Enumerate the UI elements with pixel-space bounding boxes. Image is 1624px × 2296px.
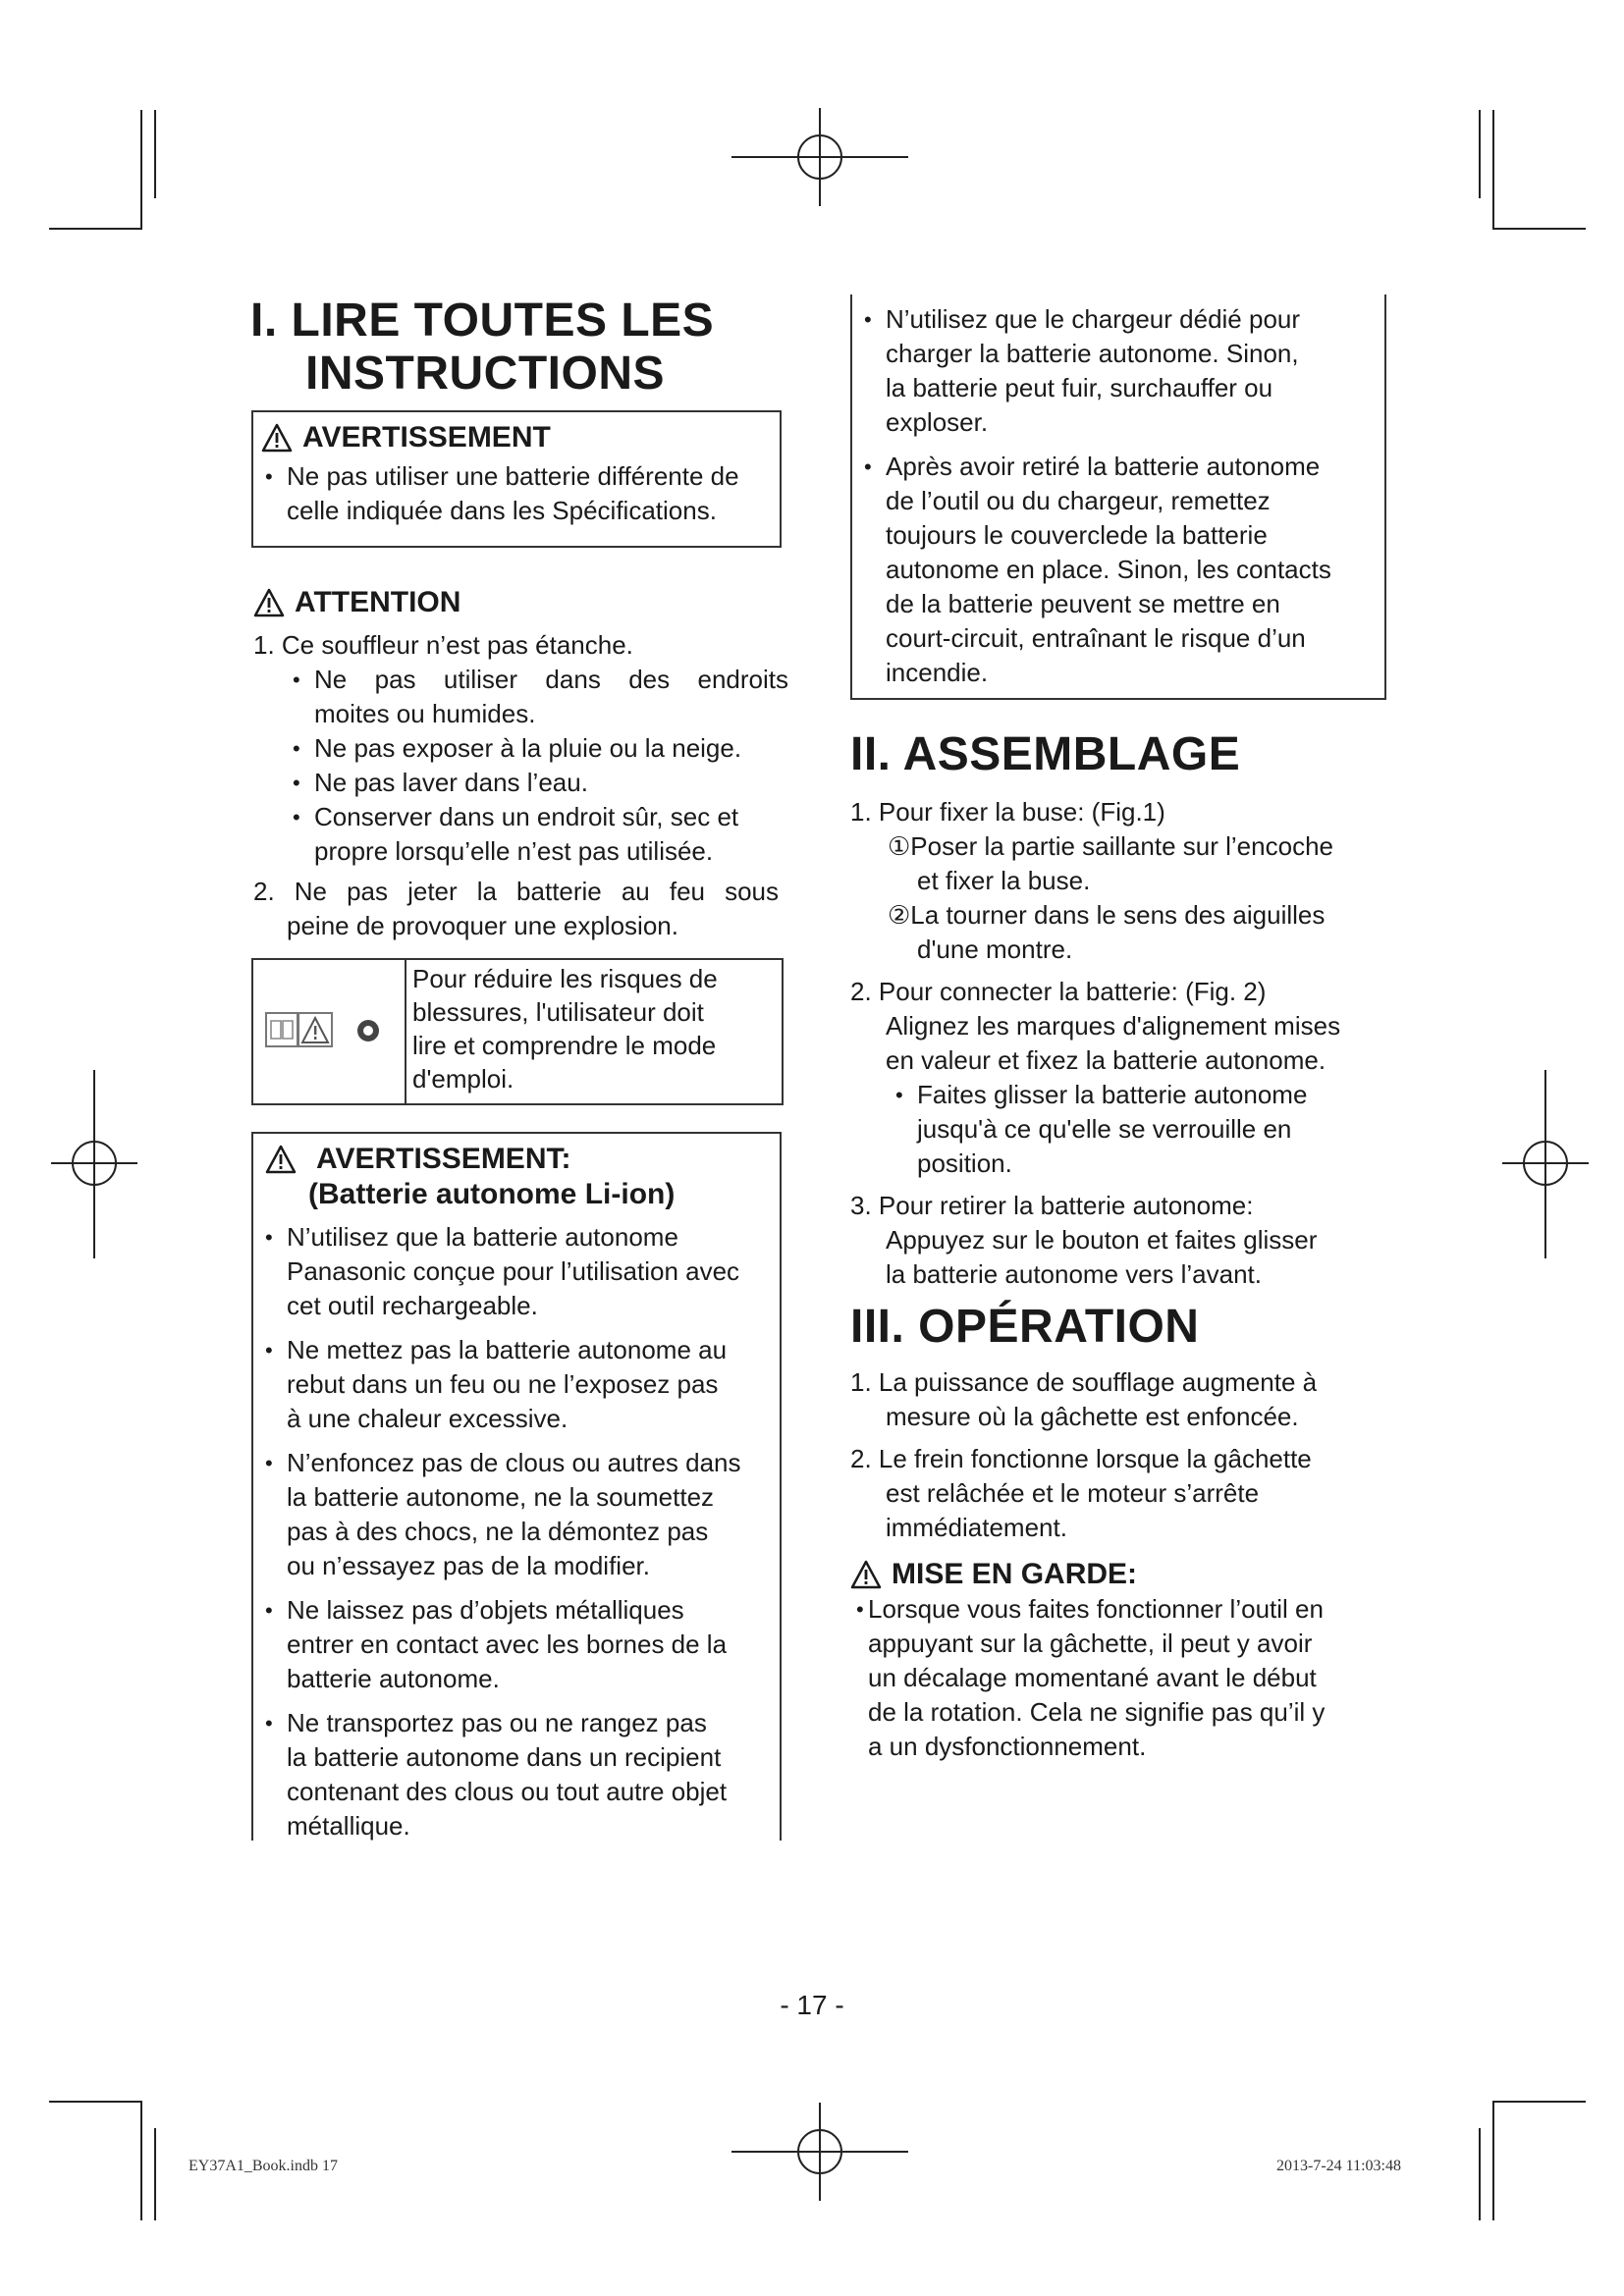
list-item: • Ne laissez pas d’objets métalliques entrer en contact avec les bornes de la batterie autonome. — [259, 1593, 809, 1696]
operation-items: 1. La puissance de soufflage augmente à mesure où la gâchette est enfoncée. 2. Le frein fonctionne lorsque la gâchette est relâchée et le moteur s’arrête immédiatement. — [850, 1367, 1318, 1542]
warning-triangle-icon — [850, 1560, 882, 1589]
warning-triangle-icon — [253, 588, 285, 617]
section-1-title: I. LIRE TOUTES LES INSTRUCTIONS — [250, 294, 715, 400]
list-item: • Faites glisser la batterie autonome jusqu'à ce qu'elle se verrouille en position. — [890, 1078, 1400, 1181]
manual-text: Pour réduire les risques de blessures, l'utilisateur doit lire et comprendre le mode d'emploi. — [412, 964, 718, 1094]
list-item: • Conserver dans un endroit sûr, sec et propre lorsqu’elle n’est pas utilisée. — [287, 800, 788, 869]
footer-timestamp: 2013-7-24 11:03:48 — [1276, 2158, 1401, 2174]
warning-triangle-icon — [261, 423, 293, 453]
list-item: • N’utilisez que la batterie autonome Panasonic conçue pour l’utilisation avec cet outil rechargeable. — [259, 1220, 809, 1323]
warning-item: • Ne pas utiliser une batterie différente de celle indiquée dans les Spécifications. — [259, 459, 780, 528]
warning-triangle-icon — [265, 1145, 297, 1174]
section-2 — [850, 728, 1400, 1292]
target-right — [1502, 1070, 1589, 1258]
assembly-item-2: 2. Pour connecter la batterie: (Fig. 2) Alignez les marques d'alignement mises en valeur et fixez la batterie autonome. • Faites glisser la batterie autonome jusqu'à ce qu'elle se verrouille en position. — [850, 975, 1400, 1181]
target-bottom — [731, 2103, 908, 2201]
list-item: • Ne pas laver dans l’eau. — [287, 766, 788, 800]
warning-box-li-ion — [251, 1132, 782, 1841]
warning-heading: AVERTISSEMENT: — [316, 1143, 571, 1175]
caution-heading-row — [850, 1557, 1400, 1592]
read-manual-box — [251, 958, 784, 1105]
attention-item-1: 1. Ce souffleur n’est pas étanche. — [253, 630, 633, 660]
list-item: • Ne transportez pas ou ne rangez pas la batterie autonome dans un recipient contenant des clous ou tout autre objet métallique. — [259, 1706, 809, 1843]
list-item: • Après avoir retiré la batterie autonome de l’outil ou du chargeur, remettez toujours le couverclede la batterie autonome en place. Sinon, les contacts de la batterie peuvent se mettre en court-circuit, entraînant le risque d’un incendie. — [858, 450, 1384, 690]
list-item: • Ne pas exposer à la pluie ou la neige. — [287, 731, 788, 766]
warning-heading: AVERTISSEMENT — [302, 421, 551, 454]
section-2-title: II. ASSEMBLAGE — [850, 728, 1241, 780]
section-3-title: III. OPÉRATION — [850, 1301, 1200, 1353]
list-item: • N’utilisez que le chargeur dédié pour charger la batterie autonome. Sinon, la batterie peut fuir, surchauffer ou exploser. — [858, 302, 1384, 440]
attention-item-2: 2. Ne pas jeter la batterie au feu sous peine de provoquer une explosion. — [253, 877, 779, 940]
assembly-item-3: 3. Pour retirer la batterie autonome: Appuyez sur le bouton et faites glisser la batterie autonome vers l’avant. — [850, 1191, 1318, 1289]
charger-warning-box — [850, 294, 1386, 700]
warning-box-battery-spec — [251, 410, 782, 548]
attention-sublist — [253, 663, 788, 869]
target-top — [731, 108, 908, 206]
caution-item: • Lorsque vous faites fonctionner l’outil en appuyant sur la gâchette, il peut y avoir un décalage momentané avant le début de la rotation. Cela ne signifie pas qu’il y a un dysfonctionnement. — [850, 1592, 1400, 1764]
caution-heading: MISE EN GARDE: — [892, 1558, 1138, 1590]
list-item: • Ne mettez pas la batterie autonome au rebut dans un feu ou ne l’exposez pas à une chaleur excessive. — [259, 1333, 809, 1436]
page-number: - 17 - — [780, 1990, 844, 2020]
footer-filename: EY37A1_Book.indb 17 — [189, 2158, 338, 2174]
assembly-substeps: ①Poser la partie saillante sur l’encoche et fixer la buse. ②La tourner dans le sens des aiguilles d'une montre. — [888, 831, 1333, 964]
li-ion-list — [259, 1220, 809, 1843]
list-item: • Ne pas utiliser dans des endroits moites ou humides. — [287, 663, 788, 731]
section-1 — [250, 294, 800, 400]
attention-section — [253, 585, 788, 943]
section-3 — [850, 1301, 1400, 1764]
attention-heading: ATTENTION — [295, 586, 461, 618]
target-left — [51, 1070, 137, 1258]
warning-subheading: (Batterie autonome Li-ion) — [308, 1178, 676, 1210]
assembly-steps — [850, 795, 1400, 1292]
read-manual-icon — [265, 1011, 393, 1050]
assembly-item-1: 1. Pour fixer la buse: (Fig.1) — [850, 797, 1165, 827]
list-item: • N’enfoncez pas de clous ou autres dans la batterie autonome, ne la soumettez pas à des chocs, ne la démontez pas ou n’essayez pas de la modifier. — [259, 1446, 809, 1583]
